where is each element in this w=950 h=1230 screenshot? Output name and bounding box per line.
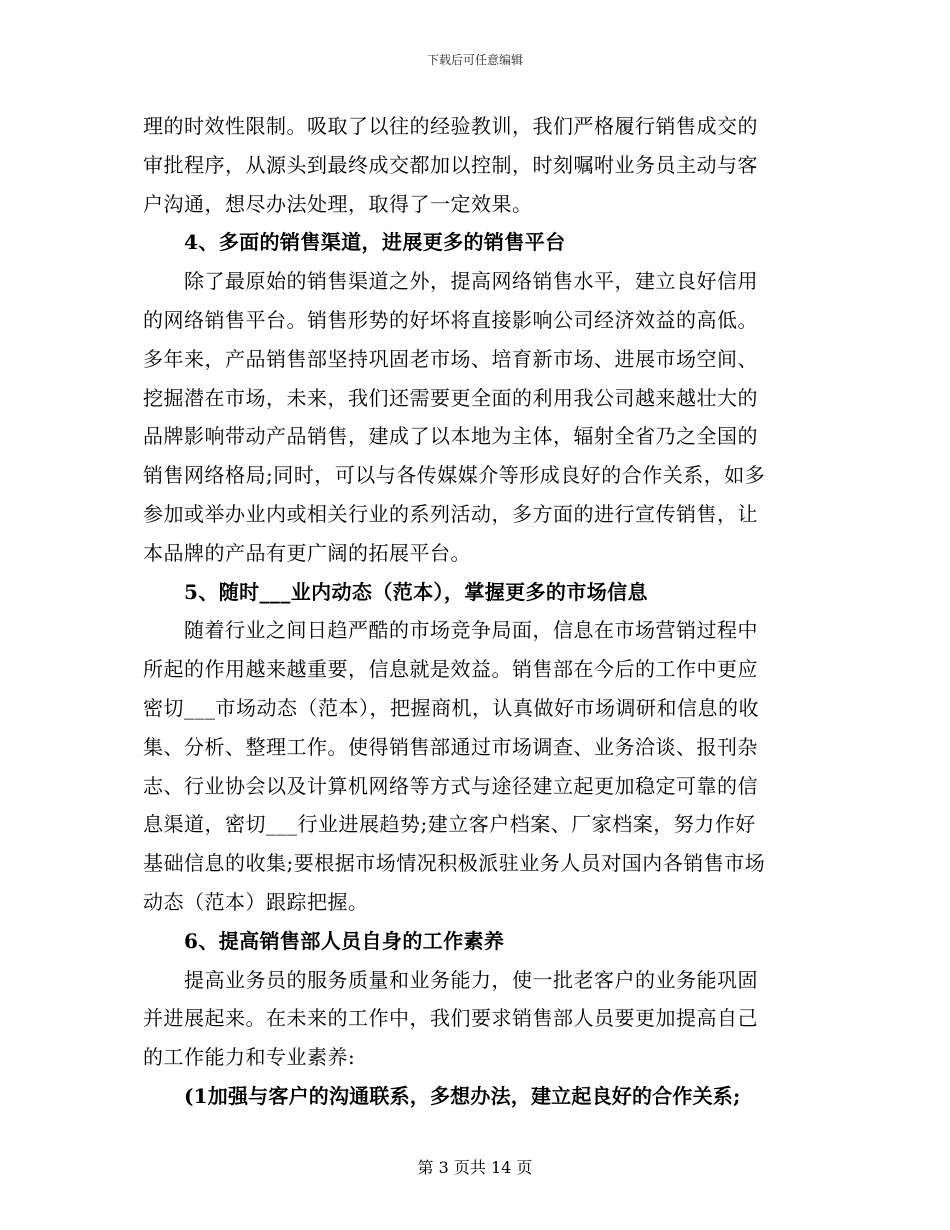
paragraph-line: 息渠道，密切___行业进展趋势;建立客户档案、厂家档案，努力作好 [143,812,756,837]
page-number: 第 3 页共 14 页 [417,1158,533,1177]
section-heading: 6、提高销售部人员自身的工作素养 [184,928,505,953]
paragraph-line: 动态（范本）跟踪把握。 [143,889,369,914]
paragraph-line: 志、行业协会以及计算机网络等方式与途径建立起更加稳定可靠的信 [143,773,758,798]
paragraph-line: 的网络销售平台。销售形势的好坏将直接影响公司经济效益的高低。 [143,307,758,332]
paragraph-line: 多年来，产品销售部坚持巩固老市场、培育新市场、进展市场空间、 [143,346,758,371]
document-body [143,107,808,1116]
paragraph-line: 审批程序，从源头到最终成交都加以控制，时刻嘱咐业务员主动与客 [143,152,758,177]
emphasis-line: (1加强与客户的沟通联系，多想办法，建立起良好的合作关系; [184,1083,741,1108]
paragraph-line: 户沟通，想尽办法处理，取得了一定效果。 [143,191,533,216]
section-heading: 5、随时___业内动态（范本），掌握更多的市场信息 [184,579,648,604]
paragraph-line: 提高业务员的服务质量和业务能力，使一批老客户的业务能巩固 [184,967,758,992]
paragraph-line: 并进展起来。在未来的工作中，我们要求销售部人员要更加提高自己 [143,1006,758,1031]
paragraph-line: 挖掘潜在市场，未来，我们还需要更全面的利用我公司越来越壮大的 [143,385,758,410]
paragraph-line: 除了最原始的销售渠道之外，提高网络销售水平，建立良好信用 [184,269,758,294]
paragraph-line: 参加或举办业内或相关行业的系列活动，多方面的进行宣传销售，让 [143,501,758,526]
paragraph-line: 销售网络格局;同时，可以与各传媒媒介等形成良好的合作关系，如多 [143,463,766,488]
paragraph-line: 随着行业之间日趋严酷的市场竞争局面，信息在市场营销过程中 [184,618,758,643]
paragraph-line: 基础信息的收集;要根据市场情况积极派驻业务人员对国内各销售市场 [143,851,766,876]
paragraph-line: 集、分析、整理工作。使得销售部通过市场调查、业务洽谈、报刊杂 [143,734,758,759]
paragraph-line: 的工作能力和专业素养: [143,1045,356,1070]
page-header: 下载后可任意编辑 [426,53,523,67]
paragraph-line: 品牌影响带动产品销售，建成了以本地为主体，辐射全省乃之全国的 [143,424,758,449]
section-heading: 4、多面的销售渠道，进展更多的销售平台 [184,230,566,255]
paragraph-line: 理的时效性限制。吸取了以往的经验教训，我们严格履行销售成交的 [143,114,758,138]
paragraph-line: 本品牌的产品有更广阔的拓展平台。 [143,540,471,565]
paragraph-line: 密切___市场动态（范本），把握商机，认真做好市场调研和信息的收 [143,695,759,720]
paragraph-line: 所起的作用越来越重要，信息就是效益。销售部在今后的工作中更应 [143,657,758,682]
